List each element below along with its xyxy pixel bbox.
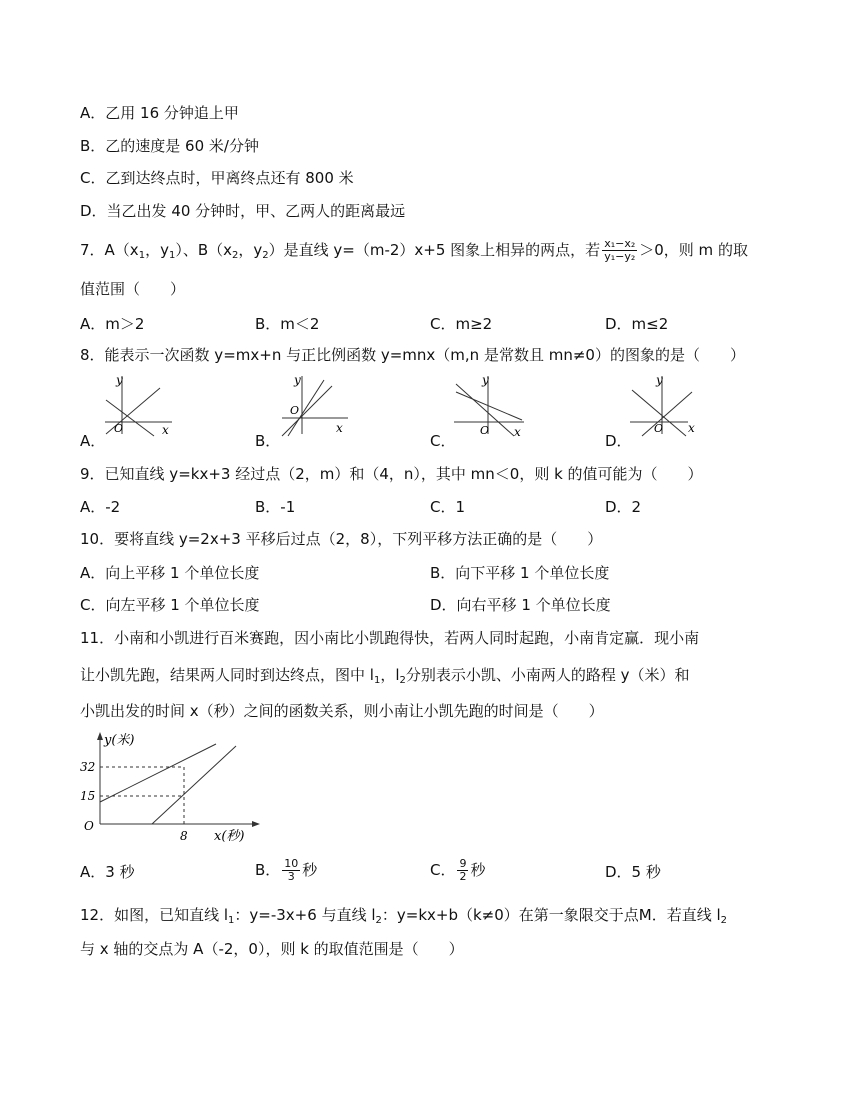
q12-stem-line2: 与 x 轴的交点为 A（-2，0），则 k 的取值范围是（ ） — [80, 940, 464, 958]
q11-option-a: A．3 秒 — [80, 863, 135, 881]
q7-option-a: A．m＞2 — [80, 315, 145, 333]
q8-label-b: B． — [255, 432, 281, 450]
q6-option-a: A．乙用 16 分钟追上甲 — [80, 104, 239, 122]
q11-origin: O — [84, 819, 94, 833]
svg-text:y: y — [656, 373, 663, 387]
q7-fraction: $\frac{\text{x₁−x₂}}{\text{y₁−y₂}}$ — [604, 237, 636, 263]
q7-stem: 7．$A(x_1$，$y_1$）、$B(x_2$，$y_2$）是直线 y=（m-2）x+5 图象上相异的两点，若 $\frac{\text{x₁−x₂}}{\text{y₁−y₂}}$ ＞0，则 m 的取 — [80, 237, 748, 263]
svg-text:y: y — [116, 373, 123, 387]
q9-option-a: A．-2 — [80, 498, 121, 516]
q11-tick-32: 32 — [80, 760, 96, 774]
q7-option-d: D．m≤2 — [605, 315, 669, 333]
q11-option-b: B． $\frac{10}{3}$ 秒 — [255, 857, 318, 883]
q8-graph-a — [100, 370, 180, 438]
svg-text:y: y — [294, 373, 301, 387]
svg-text:O: O — [654, 422, 664, 435]
q11-graph — [78, 728, 268, 846]
q8-graph-d — [628, 370, 706, 438]
q8-label-a: A． — [80, 432, 106, 450]
q10-option-d: D．向右平移 1 个单位长度 — [430, 596, 611, 614]
q11-stem-line3: 小凯出发的时间 x（秒）之间的函数关系，则小南让小凯先跑的时间是（ ） — [80, 702, 604, 720]
q9-option-b: B．-1 — [255, 498, 296, 516]
q8-label-c: C． — [430, 432, 456, 450]
svg-text:x: x — [162, 423, 169, 437]
q6-option-d: D．当乙出发 40 分钟时，甲、乙两人的距离最远 — [80, 202, 406, 220]
q11-stem-line1: 11．小南和小凯进行百米赛跑，因小南比小凯跑得快，若两人同时起跑，小南肯定赢．现小南 — [80, 629, 700, 647]
q6-option-c: C．乙到达终点时，甲离终点还有 800 米 — [80, 169, 354, 187]
svg-text:O: O — [114, 422, 124, 435]
svg-text:x: x — [688, 421, 695, 435]
svg-text:O: O — [480, 424, 490, 437]
q7-stem-line2: 值范围（ ） — [80, 280, 186, 298]
q11-tick-8: 8 — [180, 829, 188, 843]
q11-y-label: y(米) — [104, 733, 135, 748]
q8-graph-c — [452, 370, 528, 438]
q7-option-b: B．m＜2 — [255, 315, 320, 333]
q11-stem-line2: 让小凯先跑，结果两人同时到达终点，图中 $l_1$，$l_2$分别表示小凯、小南两人的路程 y（米）和 — [80, 666, 690, 686]
svg-text:x: x — [336, 421, 343, 435]
q9-option-d: D．2 — [605, 498, 642, 516]
svg-text:x: x — [514, 425, 521, 438]
q11-option-d: D．5 秒 — [605, 863, 661, 881]
q8-label-d: D． — [605, 432, 632, 450]
q11-tick-15: 15 — [80, 789, 96, 803]
q8-graph-b — [280, 370, 352, 438]
q9-stem: 9．已知直线 y=kx+3 经过点（2，m）和（4，n），其中 mn＜0，则 k 的值可能为（ ） — [80, 465, 703, 483]
q11-x-label: x(秒) — [214, 829, 245, 844]
svg-text:O: O — [290, 404, 300, 417]
q6-option-b: B．乙的速度是 60 米/分钟 — [80, 137, 259, 155]
q12-stem-line1: 12．如图，已知直线 $l_1$：y=-3x+6 与直线 $l_2$：y=kx+b（k≠0）在第一象限交于点M．若直线 $l_2$ — [80, 906, 728, 926]
q8-stem: 8．能表示一次函数 y=mx+n 与正比例函数 y=mnx（m,n 是常数且 mn≠0）的图象的是（ ） — [80, 346, 745, 364]
q9-option-c: C．1 — [430, 498, 466, 516]
q10-option-c: C．向左平移 1 个单位长度 — [80, 596, 260, 614]
q11-option-c: C． $\frac{9}{2}$ 秒 — [430, 857, 486, 883]
svg-text:y: y — [482, 373, 489, 387]
q10-stem: 10．要将直线 y=2x+3 平移后过点（2，8），下列平移方法正确的是（ ） — [80, 530, 603, 548]
q10-option-b: B．向下平移 1 个单位长度 — [430, 564, 610, 582]
q10-option-a: A．向上平移 1 个单位长度 — [80, 564, 260, 582]
q7-option-c: C．m≥2 — [430, 315, 493, 333]
